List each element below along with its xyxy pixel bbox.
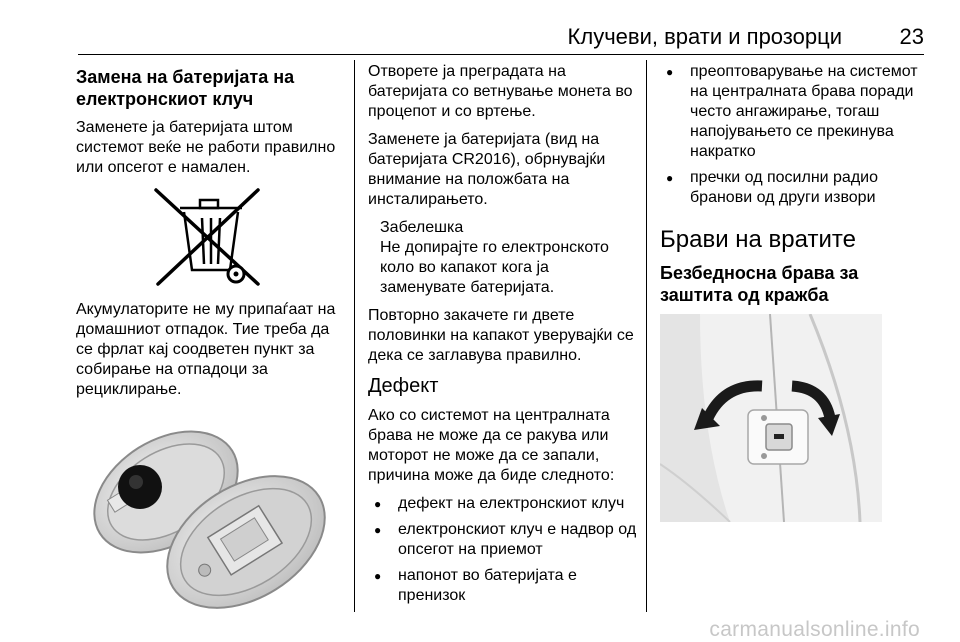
anti-theft-lock-heading: Безбедносна брава за заштита од кражба bbox=[660, 263, 859, 305]
battery-replacement-para: Заменете ја батеријата штом системот веќе не работи правилно или опсегот е намален. bbox=[76, 119, 336, 176]
column-divider-2 bbox=[646, 60, 647, 612]
battery-replacement-heading: Замена на батеријата на електронскиот клуч bbox=[76, 67, 295, 109]
key-fob-battery-illustration bbox=[76, 422, 336, 622]
note-box bbox=[368, 218, 638, 298]
defect-heading: Дефект bbox=[368, 375, 439, 397]
page-header bbox=[78, 0, 924, 56]
list-item: ● пречки од посилни радио бранови од други извори bbox=[660, 168, 932, 208]
column-3 bbox=[660, 62, 932, 522]
list-item: ● преоптоварување на системот на централната брава поради често ангажирање, тогаш напојувањето се прекинува накратко bbox=[660, 62, 932, 162]
defect-bullet-list bbox=[368, 494, 638, 606]
recycling-para: Акумулаторите не му припаѓаат на домашниот отпадок. Тие треба да се фрлат кај соодветен пункт за собирање на отпадоци за рециклирање. bbox=[76, 301, 336, 398]
crossed-out-wheelie-bin-icon bbox=[150, 186, 270, 290]
watermark: carmanualsonline.info bbox=[709, 618, 920, 641]
list-item: ● напонот во батеријата е пренизок bbox=[368, 566, 638, 606]
column-1 bbox=[76, 62, 346, 622]
defect-intro: Ако со системот на централната брава не може да се ракува или моторот не може да се запали, причина може да биде следното: bbox=[368, 407, 615, 484]
list-item: ● дефект на електронскиот клуч bbox=[368, 494, 638, 514]
column-divider-1 bbox=[354, 60, 355, 612]
reattach-para: Повторно закачете ги двете половинки на капакот уверувајќи се дека се заглавува правилно. bbox=[368, 307, 634, 364]
note-title: Забелешка bbox=[380, 219, 464, 236]
door-lock-illustration bbox=[660, 314, 882, 522]
defect-bullet-list-continued bbox=[660, 62, 932, 208]
list-item: ● електронскиот клуч е надвор од опсегот на приемот bbox=[368, 520, 638, 560]
door-locks-heading: Брави на вратите bbox=[660, 226, 856, 253]
chapter-title: Клучеви, врати и прозорци bbox=[567, 24, 842, 49]
column-2 bbox=[368, 62, 638, 614]
note-text: Не допирајте го електронското коло во капакот кога ја заменувате батеријата. bbox=[380, 239, 609, 296]
page-number: 23 bbox=[899, 24, 924, 49]
header-rule bbox=[78, 54, 924, 55]
replace-battery-para: Заменете ја батеријата (вид на батеријата CR2016), обрнувајќи внимание на положбата на инсталирањето. bbox=[368, 131, 606, 208]
open-compartment-para: Отворете ја преградата на батеријата со ветнување монета во процепот и со вртење. bbox=[368, 63, 633, 120]
